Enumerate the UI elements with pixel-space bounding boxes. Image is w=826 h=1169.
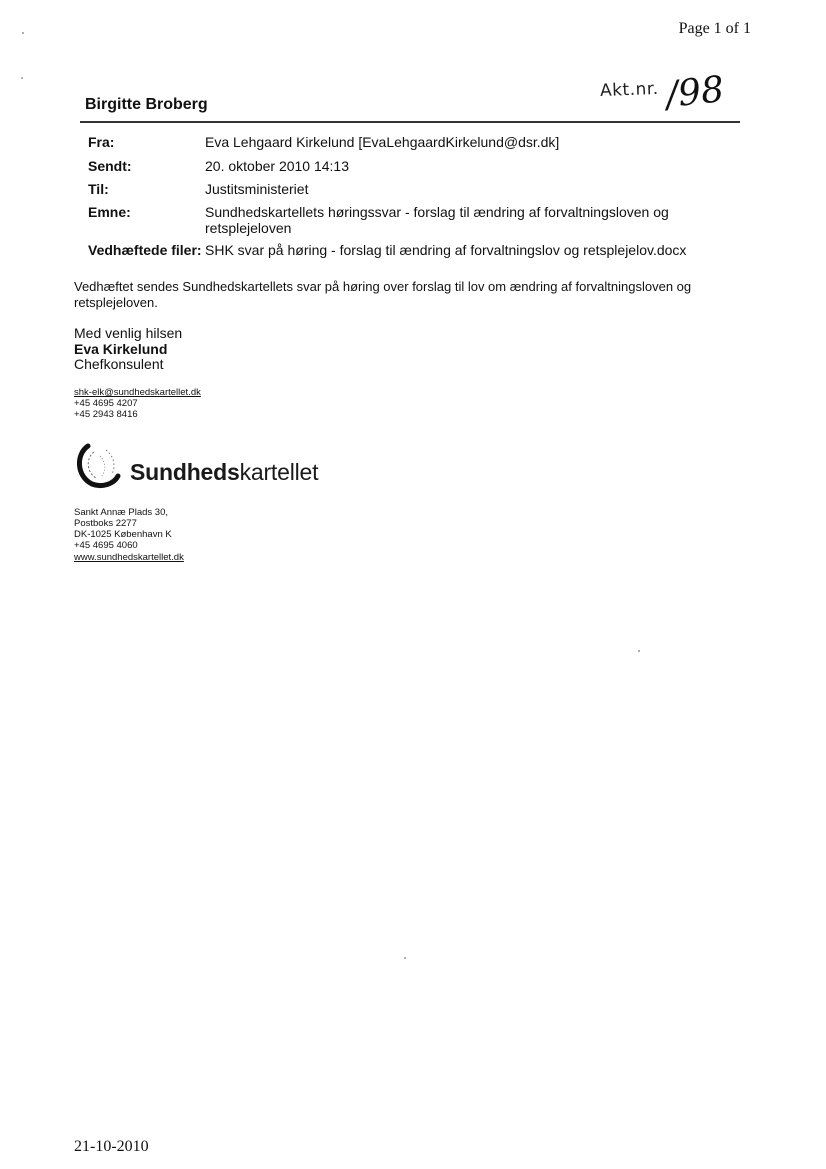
- akt-nr-stamp-label: Akt.nr.: [599, 78, 659, 102]
- from-value: Eva Lehgaard Kirkelund [EvaLehgaardKirkelund@dsr.dk]: [205, 134, 560, 150]
- attachments-value: SHK svar på høring - forslag til ændring af forvaltningslov og retsplejelov.docx: [205, 242, 687, 258]
- address-phone: +45 4695 4060: [74, 540, 138, 551]
- address-website-link[interactable]: www.sundhedskartellet.dk: [74, 552, 184, 563]
- signature-email-link[interactable]: shk-elk@sundhedskartellet.dk: [74, 387, 201, 398]
- to-value: Justitsministeriet: [205, 181, 309, 197]
- scan-speck: [638, 650, 640, 652]
- email-body-text: Vedhæftet sendes Sundhedskartellets svar på høring over forslag til lov om ændring af forvaltningsloven og retsplejeloven.: [74, 279, 692, 310]
- header-to-row: [88, 181, 738, 199]
- sent-value: 20. oktober 2010 14:13: [205, 158, 350, 174]
- subject-value: Sundhedskartellets høringssvar - forslag til ændring af forvaltningsloven og retsplejeloven: [205, 204, 669, 236]
- scan-speck: [404, 957, 406, 959]
- from-label: Fra:: [88, 134, 115, 150]
- header-sent-row: [88, 158, 738, 176]
- address-line-3: DK-1025 København K: [74, 529, 172, 540]
- to-label: Til:: [88, 181, 109, 197]
- mailbox-owner-name: Birgitte Broberg: [85, 96, 208, 113]
- address-line-2: Postboks 2277: [74, 518, 137, 529]
- header-subject-row: [88, 204, 738, 238]
- header-from-row: [88, 134, 738, 152]
- header-attachments-row: [88, 242, 738, 260]
- subject-label: Emne:: [88, 204, 131, 220]
- sent-label: Sendt:: [88, 158, 132, 174]
- scan-speck: [22, 32, 24, 34]
- logo-text-bold: Sundheds: [130, 459, 240, 485]
- attachments-label: Vedhæftede filer:: [88, 242, 202, 258]
- signature-name: Eva Kirkelund: [74, 341, 168, 357]
- scan-speck: [21, 77, 23, 79]
- signature-title: Chefkonsulent: [74, 356, 164, 372]
- sundhedskartellet-logo-text: [130, 459, 318, 486]
- footer-date: 21-10-2010: [74, 1138, 149, 1155]
- header-divider: [80, 121, 740, 123]
- logo-text-regular: kartellet: [239, 459, 319, 485]
- signature-phone-2: +45 2943 8416: [74, 409, 138, 420]
- sundhedskartellet-logo-icon: [72, 442, 124, 490]
- address-line-1: Sankt Annæ Plads 30,: [74, 507, 169, 518]
- signature-greeting: Med venlig hilsen: [74, 325, 183, 341]
- page-number: Page 1 of 1: [678, 20, 751, 37]
- akt-nr-handwritten-number: /98: [664, 69, 726, 116]
- signature-phone-1: +45 4695 4207: [74, 398, 138, 409]
